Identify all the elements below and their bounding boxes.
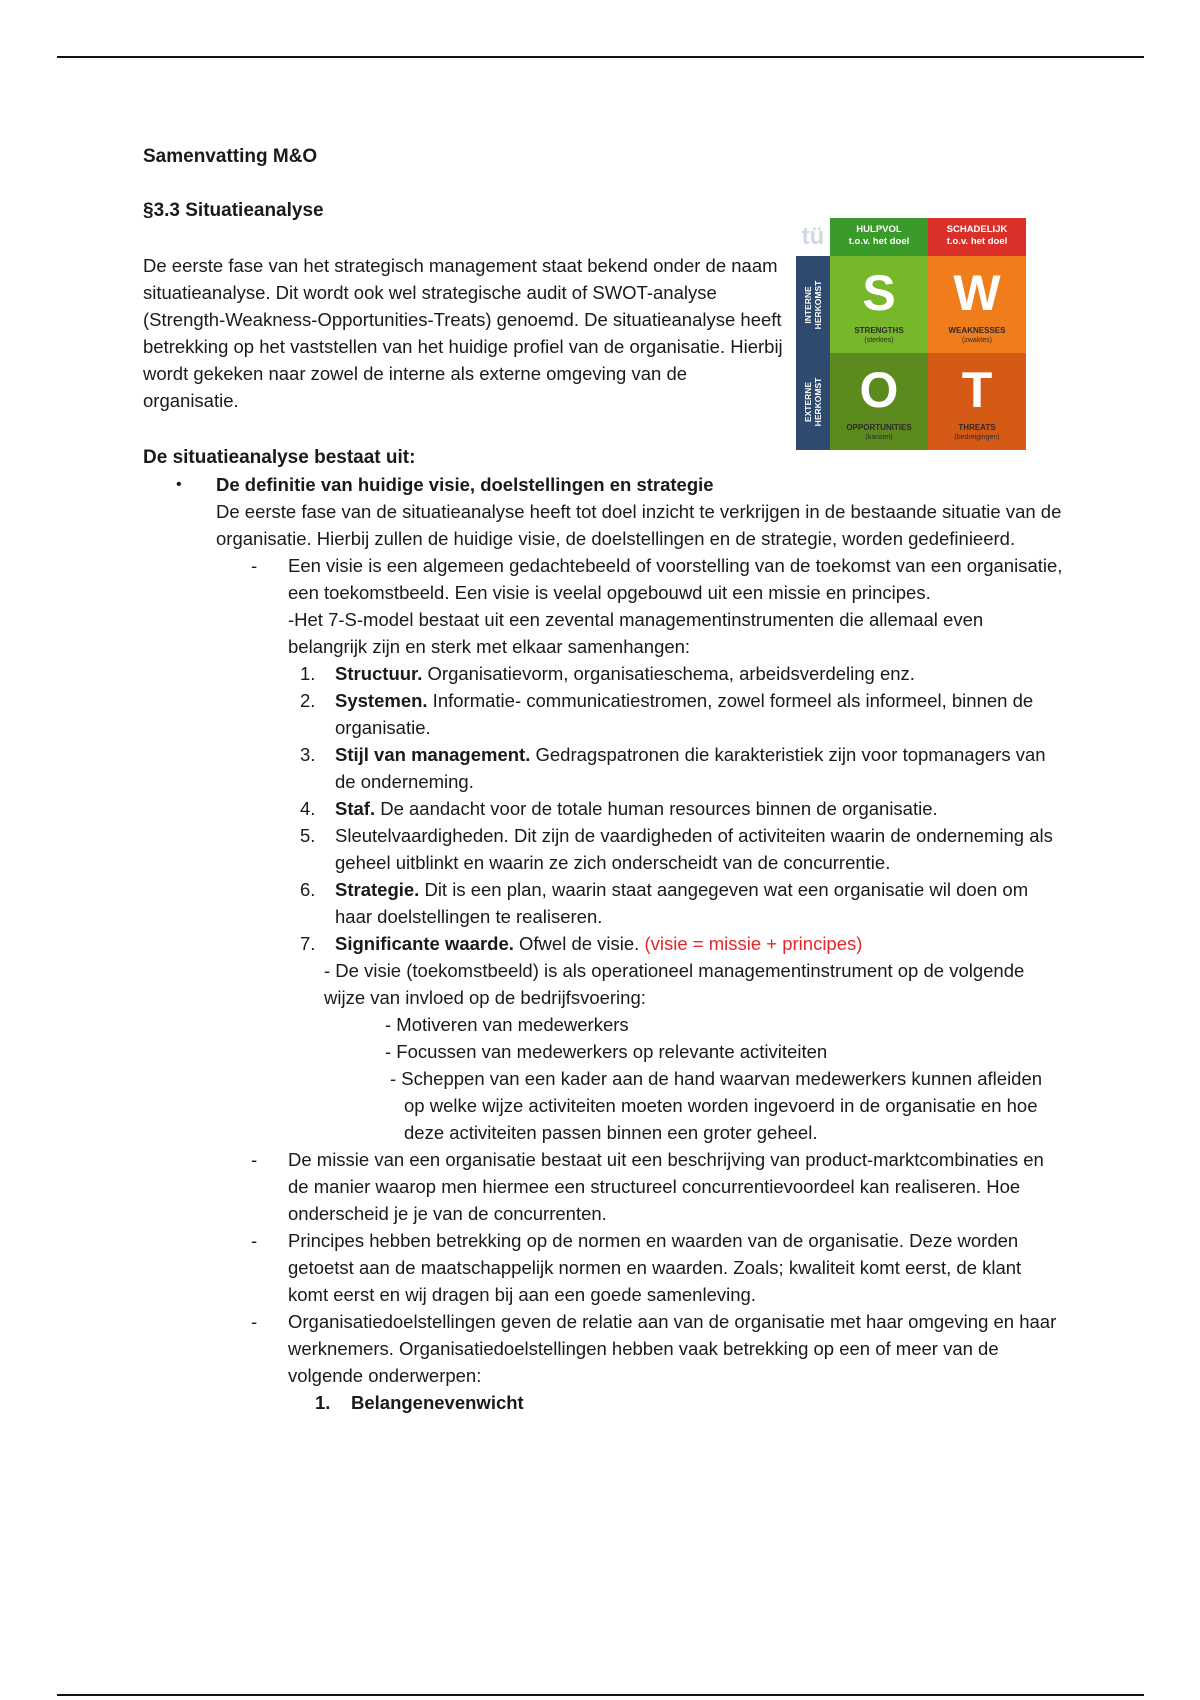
visie-formula: (visie = missie + principes) <box>644 933 863 954</box>
dash-item-missie <box>143 1146 1063 1227</box>
swot-row-external: EXTERNE HERKOMST <box>796 353 830 450</box>
swot-cell-weaknesses: W WEAKNESSES (zwaktes) <box>928 256 1026 353</box>
dash-text: Principes hebben betrekking op de normen en waarden van de organisatie. Deze worden getoetst aan de maatschappelijk normen en waarden. Zoals; kwaliteit komt eerst, de klant komt eerst en wij dragen bij aan een goede samenleving. <box>288 1230 1022 1305</box>
bottom-rule <box>57 1694 1144 1696</box>
swot-row-internal: INTERNE HERKOMST <box>796 256 830 353</box>
swot-cell-strengths: S STRENGTHS (sterktes) <box>830 256 928 353</box>
seven-s-list <box>143 660 1063 957</box>
influence-item: - Focussen van medewerkers op relevante activiteiten <box>385 1041 828 1062</box>
seven-s-item: 2. Systemen. Informatie- communicatiestromen, zowel formeel als informeel, binnen de organisatie. <box>300 690 1034 738</box>
swot-diagram <box>796 218 1026 450</box>
bullet-item <box>143 471 1063 552</box>
swot-cell-threats: T THREATS (bedreigingen) <box>928 353 1026 450</box>
section-heading: §3.3 Situatieanalyse <box>143 200 324 221</box>
list-heading: De situatieanalyse bestaat uit: <box>143 447 416 468</box>
seven-s-item: 4. Staf. De aandacht voor de totale human resources binnen de organisatie. <box>300 798 938 819</box>
swot-corner-logo: tü <box>801 223 825 250</box>
bullet-icon: • <box>176 476 182 493</box>
document-title: Samenvatting M&O <box>143 146 318 167</box>
bullet-text: De eerste fase van de situatieanalyse heeft tot doel inzicht te verkrijgen in de bestaande situatie van de organisatie. Hierbij zullen de huidige visie, de doelstellingen en de strategie, worden gedefinieerd. <box>216 501 1062 549</box>
seven-s-item: 1. Structuur. Organisatievorm, organisatieschema, arbeidsverdeling enz. <box>300 663 915 684</box>
intro-paragraph: De eerste fase van het strategisch management staat bekend onder de naam situatieanalyse. Dit wordt ook wel strategische audit of SWOT-analyse (Strength-Weakness-Opportunities-Treats) genoemd. De situatieanalyse heeft betrekking op het vaststellen van het huidige profiel van de organisatie. Hierbij wordt gekeken naar zowel de interne als externe omgeving van de organisatie. <box>143 255 783 411</box>
dash-marker: - <box>251 1311 258 1332</box>
dash-text: Een visie is een algemeen gedachtebeeld of voorstelling van de toekomst van een organisatie, een toekomstbeeld. Een visie is veelal opgebouwd uit een missie en principes. <box>288 555 1063 603</box>
seven-s-intro: -Het 7-S-model bestaat uit een zevental managementinstrumenten die allemaal even belangrijk zijn en sterk met elkaar samenhangen: <box>288 609 984 657</box>
seven-s-item: 3. Stijl van management. Gedragspatronen die karakteristiek zijn voor topmanagers van de onderneming. <box>300 744 1046 792</box>
swot-header-harmful: SCHADELIJK t.o.v. het doel <box>928 218 1026 256</box>
bullet-title: De definitie van huidige visie, doelstellingen en strategie <box>216 474 714 495</box>
swot-cell-opportunities: O OPPORTUNITIES (kansen) <box>830 353 928 450</box>
dash-item-doelstellingen <box>143 1308 1063 1389</box>
dash-marker: - <box>251 555 258 576</box>
dash-text: Organisatiedoelstellingen geven de relatie aan van de organisatie met haar omgeving en haar werknemers. Organisatiedoelstellingen hebben vaak betrekking op een of meer van de volgende onderwerpen: <box>288 1311 1057 1386</box>
seven-s-item: 5. Sleutelvaardigheden. Dit zijn de vaardigheden of activiteiten waarin de onderneming als geheel uitblinkt en waarin ze zich onderscheidt van de concurrentie. <box>300 825 1053 873</box>
visie-influence-text: - De visie (toekomstbeeld) is als operationeel managementinstrument op de volgende wijze van invloed op de bedrijfsvoering: <box>324 960 1025 1008</box>
dash-text: De missie van een organisatie bestaat uit een beschrijving van product-marktcombinaties en de manier waarop men hiermee een structureel concurrentievoordeel kan realiseren. Hoe onderscheid je je van de concurrenten. <box>288 1149 1044 1224</box>
main-list <box>143 471 1063 1416</box>
swot-header-helpful: HULPVOL t.o.v. het doel <box>830 218 928 256</box>
dash-marker: - <box>251 1149 258 1170</box>
dash-marker: - <box>251 1230 258 1251</box>
seven-s-item: 6. Strategie. Dit is een plan, waarin staat aangegeven wat een organisatie wil doen om haar doelstellingen te realiseren. <box>300 879 1029 927</box>
influence-item: - Scheppen van een kader aan de hand waarvan medewerkers kunnen afleiden op welke wijze activiteiten moeten worden ingevoerd in de organisatie en hoe deze activiteiten passen binnen een groter geheel. <box>390 1068 1043 1143</box>
influence-item: - Motiveren van medewerkers <box>385 1014 629 1035</box>
seven-s-item: 7. Significante waarde. Ofwel de visie. (visie = missie + principes) <box>300 933 863 954</box>
doelstelling-item: 1. Belangenevenwicht <box>315 1392 524 1413</box>
dash-item-principes <box>143 1227 1063 1308</box>
dash-item-visie <box>143 552 1063 660</box>
